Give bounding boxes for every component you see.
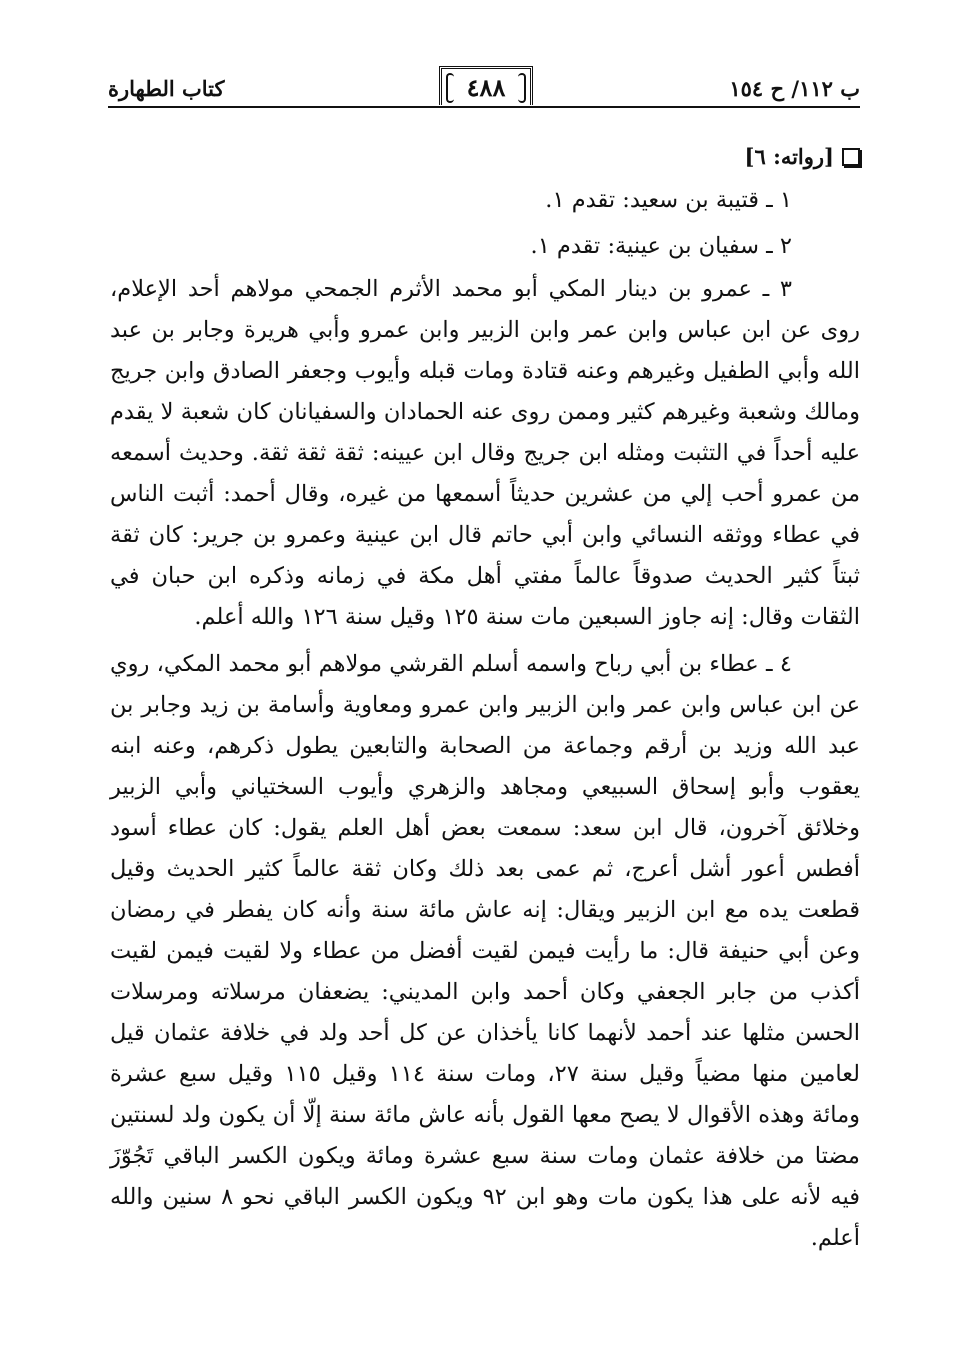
header-divider [108, 106, 860, 108]
running-header [108, 66, 860, 110]
page-number-frame [439, 66, 533, 105]
narrator-item-2: ٢ ـ سفيان بن عينية: تقدم ١. [530, 233, 792, 259]
section-heading [110, 136, 860, 177]
narrator-paragraph-3: ٣ ـ عمرو بن دينار المكي أبو محمد الأثرم الجمحي مولاهم أحد الإعلام، روى عن ابن عباس وابن عمر وابن الزبير وابن عمرو وأبي هريرة وجابر بن عبد الله وأبي الطفيل وغيرهم وعنه قتادة ومات قبله وأيوب وجعفر الصادق وابن جريج ومالك وشعبة وغيرهم كثير وممن روى عنه الحمادان والسفيانان كان شعبة لا يقدم عليه أحداً في التثبت ومثله ابن جريج وقال ابن عيينه: ثقة ثقة ثقة. وحديث أسمعه من عمرو أحب إلي من عشرين حديثاً أسمعها من غيره، وقال أحمد: أثبت الناس في عطاء ووثقه النسائي وابن أبي حاتم قال ابن عينية وعمرو بن جرير: كان ثقة ثبتاً كثير الحديث صدوقاً عالماً مفتي أهل مكة في زمانه وذكره ابن حبان في الثقات وقال: إنه جاوز السبعين مات سنة ١٢٥ وقيل سنة ١٢٦ والله أعلم. [110, 276, 860, 630]
narrator-paragraph-4: ٤ ـ عطاء بن أبي رباح واسمه أسلم القرشي مولاهم أبو محمد المكي، روي عن ابن عباس وابن عمر وابن الزبير وابن عمرو ومعاوية وأسامة بن زيد وجابر بن عبد الله وزيد بن أرقم وجماعة من الصحابة والتابعين يطول ذكرهم، وعنه ابنه يعقوب وأبو إسحاق السبيعي ومجاهد والزهري وأيوب السختياني وأبي الزبير وخلائق آخرون، قال ابن سعد: سمعت بعض أهل العلم يقول: كان عطاء أسود أفطس أعور أشل أعرج، ثم عمى بعد ذلك وكان ثقة عالماً كثير الحديث وقيل قطعت يده مع ابن الزبير ويقال: إنه عاش مائة سنة وأنه كان يفطر في رمضان وعن أبي حنيفة قال: ما رأيت فيمن لقيت أفضل من عطاء ولا لقيت فيمن لقيت أكذب من جابر الجعفي وكان أحمد وابن المديني: يضعفان مرسلاته ومرسلات الحسن مثلها عند أحمد لأنهما كانا يأخذان عن كل أحد ولد في خلافة عثمان قيل لعامين منها مضياً وقيل سنة ٢٧، ومات سنة ١١٤ وقيل ١١٥ وقيل سبع عشرة ومائة وهذه الأقوال لا يصح معها القول بأنه عاش مائة سنة إلّا أن يكون ولد لسنتين مضتا من خلافة عثمان ومات سنة سبع عشرة ومائة ويكون الكسر الباقي تَجُوّزَ فيه لأنه على هذا يكون مات وهو ابن ٩٢ ويكون الكسر الباقي نحو ٨ سنين والله أعلم. [110, 651, 860, 1251]
square-bullet-icon [842, 148, 860, 166]
book-title: كتاب الطهارة [108, 76, 225, 101]
narrator-item-1: ١ ـ قتيبة بن سعيد: تقدم ١. [545, 187, 792, 213]
main-text [110, 136, 860, 1259]
page-number: ٤٨٨ [466, 73, 506, 102]
section-title-text: [رواته: ٦] [744, 144, 834, 169]
hadith-reference: ب ١١٢/ ح ١٥٤ [729, 76, 860, 101]
